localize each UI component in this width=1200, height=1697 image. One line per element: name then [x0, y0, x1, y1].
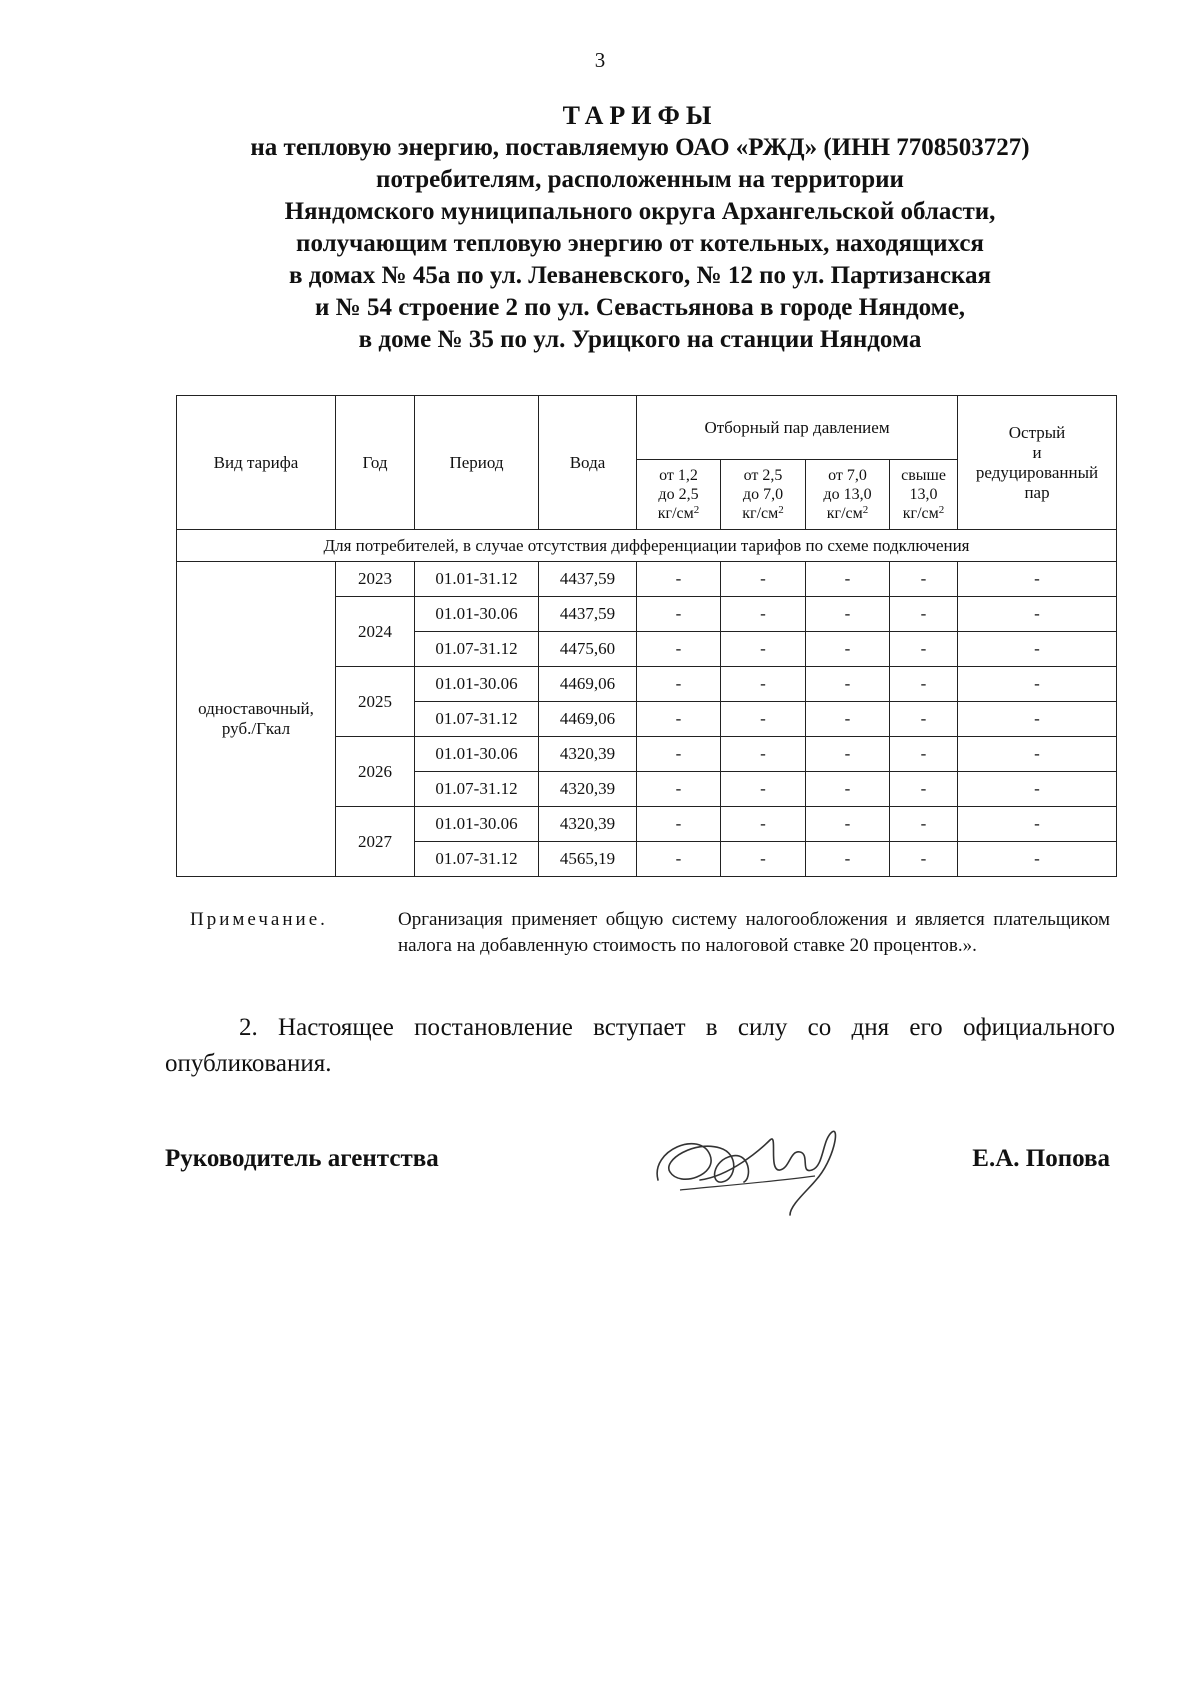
- steam-cell: -: [721, 737, 806, 772]
- signatory-role: Руководитель агентства: [165, 1145, 439, 1172]
- steam-cell: -: [890, 562, 958, 597]
- steam-cell: -: [721, 842, 806, 877]
- header-period: Период: [415, 396, 539, 530]
- header-steam-unit-exp: 2: [938, 504, 945, 516]
- header-sharp-steam-line: редуцированный: [975, 462, 1099, 482]
- steam-cell: -: [637, 772, 721, 807]
- water-cell: 4475,60: [539, 632, 637, 667]
- steam-cell: -: [806, 597, 890, 632]
- water-cell: 4469,06: [539, 702, 637, 737]
- header-year: Год: [336, 396, 415, 530]
- period-cell: 01.01-31.12: [415, 562, 539, 597]
- header-steam-to: до 13,0: [823, 486, 872, 503]
- sharp-steam-cell: -: [958, 667, 1117, 702]
- tariff-name-unit: руб./Гкал: [221, 719, 291, 738]
- header-steam-unit: кг/см: [902, 505, 939, 522]
- header-sharp-steam-line: Острый: [1008, 422, 1066, 442]
- steam-cell: -: [890, 702, 958, 737]
- title-main: ТАРИФЫ: [562, 101, 718, 130]
- header-steam-col: [806, 460, 890, 530]
- header-steam-from: от 2,5: [743, 467, 783, 484]
- sharp-steam-cell: -: [958, 702, 1117, 737]
- steam-cell: -: [637, 737, 721, 772]
- header-water: Вода: [539, 396, 637, 530]
- steam-cell: -: [890, 667, 958, 702]
- header-steam-unit: кг/см: [742, 505, 779, 522]
- signature-image: [640, 1110, 850, 1220]
- sharp-steam-cell: -: [958, 737, 1117, 772]
- water-cell: 4320,39: [539, 807, 637, 842]
- period-cell: 01.01-30.06: [415, 667, 539, 702]
- title-line: Няндомского муниципального округа Архангельской области,: [284, 198, 996, 225]
- sharp-steam-cell: -: [958, 772, 1117, 807]
- steam-cell: -: [890, 772, 958, 807]
- water-cell: 4437,59: [539, 562, 637, 597]
- steam-cell: -: [806, 737, 890, 772]
- header-steam-to: до 7,0: [742, 486, 784, 503]
- title-line: на тепловую энергию, поставляемую ОАО «РЖД» (ИНН 7708503727): [250, 134, 1030, 161]
- steam-cell: -: [721, 562, 806, 597]
- header-steam-to: 13,0: [909, 486, 938, 503]
- steam-cell: -: [890, 842, 958, 877]
- section-title: Для потребителей, в случае отсутствия дифференциации тарифов по схеме подключения: [177, 530, 1117, 562]
- header-steam-unit-exp: 2: [862, 504, 869, 516]
- year-cell: 2025: [336, 667, 415, 737]
- steam-cell: -: [637, 842, 721, 877]
- header-steam-from: от 1,2: [659, 467, 698, 484]
- sharp-steam-cell: -: [958, 807, 1117, 842]
- water-cell: 4469,06: [539, 667, 637, 702]
- effective-clause: 2. Настоящее постановление вступает в силу со дня его официального опубликования.: [165, 1014, 1115, 1077]
- period-cell: 01.07-31.12: [415, 632, 539, 667]
- page-number: 3: [594, 48, 606, 72]
- steam-cell: -: [637, 807, 721, 842]
- header-tariff-type: Вид тарифа: [177, 396, 336, 530]
- header-sharp-steam: [958, 396, 1117, 530]
- year-cell: 2026: [336, 737, 415, 807]
- header-steam-unit: кг/см: [657, 505, 694, 522]
- steam-cell: -: [806, 632, 890, 667]
- steam-cell: -: [637, 632, 721, 667]
- steam-cell: -: [806, 842, 890, 877]
- title-line: в доме № 35 по ул. Урицкого на станции Няндома: [358, 326, 922, 353]
- period-cell: 01.01-30.06: [415, 807, 539, 842]
- year-cell: 2024: [336, 597, 415, 667]
- steam-cell: -: [637, 597, 721, 632]
- period-cell: 01.01-30.06: [415, 737, 539, 772]
- header-sharp-steam-line: пар: [1024, 482, 1050, 502]
- period-cell: 01.07-31.12: [415, 702, 539, 737]
- steam-cell: -: [721, 702, 806, 737]
- year-cell: 2027: [336, 807, 415, 877]
- steam-cell: -: [890, 807, 958, 842]
- title-line: потребителям, расположенным на территории: [376, 166, 904, 193]
- steam-cell: -: [806, 667, 890, 702]
- steam-cell: -: [721, 667, 806, 702]
- steam-cell: -: [806, 807, 890, 842]
- note-text: Организация применяет общую систему налогообложения и является плательщиком налога на добавленную стоимость по налоговой ставке 20 процентов.».: [398, 909, 1110, 956]
- steam-cell: -: [637, 702, 721, 737]
- steam-cell: -: [806, 772, 890, 807]
- steam-cell: -: [890, 737, 958, 772]
- period-cell: 01.01-30.06: [415, 597, 539, 632]
- header-steam-unit-exp: 2: [693, 504, 700, 516]
- period-cell: 01.07-31.12: [415, 772, 539, 807]
- water-cell: 4437,59: [539, 597, 637, 632]
- title-line: в домах № 45а по ул. Леваневского, № 12 по ул. Партизанская: [289, 262, 991, 289]
- header-steam-group: Отборный пар давлением: [637, 396, 958, 460]
- header-steam-to: до 2,5: [658, 486, 699, 503]
- document-title: [100, 100, 1180, 356]
- tariff-name: [177, 562, 336, 877]
- year-cell: 2023: [336, 562, 415, 597]
- steam-cell: -: [721, 807, 806, 842]
- steam-cell: -: [890, 632, 958, 667]
- steam-cell: -: [806, 702, 890, 737]
- steam-cell: -: [637, 667, 721, 702]
- steam-cell: -: [890, 597, 958, 632]
- steam-cell: -: [637, 562, 721, 597]
- sharp-steam-cell: -: [958, 597, 1117, 632]
- sharp-steam-cell: -: [958, 842, 1117, 877]
- title-line: и № 54 строение 2 по ул. Севастьянова в городе Няндоме,: [314, 294, 966, 321]
- sharp-steam-cell: -: [958, 562, 1117, 597]
- tariff-table: [176, 395, 1117, 877]
- steam-cell: -: [721, 772, 806, 807]
- header-steam-col: [721, 460, 806, 530]
- header-steam-unit-exp: 2: [778, 504, 784, 516]
- steam-cell: -: [806, 562, 890, 597]
- water-cell: 4320,39: [539, 737, 637, 772]
- table-row: [177, 562, 1117, 597]
- period-cell: 01.07-31.12: [415, 842, 539, 877]
- sharp-steam-cell: -: [958, 632, 1117, 667]
- water-cell: 4565,19: [539, 842, 637, 877]
- water-cell: 4320,39: [539, 772, 637, 807]
- header-steam-unit: кг/см: [826, 505, 863, 522]
- steam-cell: -: [721, 597, 806, 632]
- tariff-name-line: одноставочный,: [198, 699, 314, 718]
- title-line: получающим тепловую энергию от котельных, находящихся: [296, 230, 984, 257]
- header-steam-from: от 7,0: [828, 467, 867, 484]
- header-steam-from: свыше: [901, 467, 946, 484]
- steam-cell: -: [721, 632, 806, 667]
- header-steam-col: [637, 460, 721, 530]
- note-label: Примечание.: [190, 909, 328, 930]
- signatory-name: Е.А. Попова: [972, 1145, 1110, 1172]
- header-steam-col: [890, 460, 958, 530]
- header-sharp-steam-line: и: [1032, 442, 1042, 462]
